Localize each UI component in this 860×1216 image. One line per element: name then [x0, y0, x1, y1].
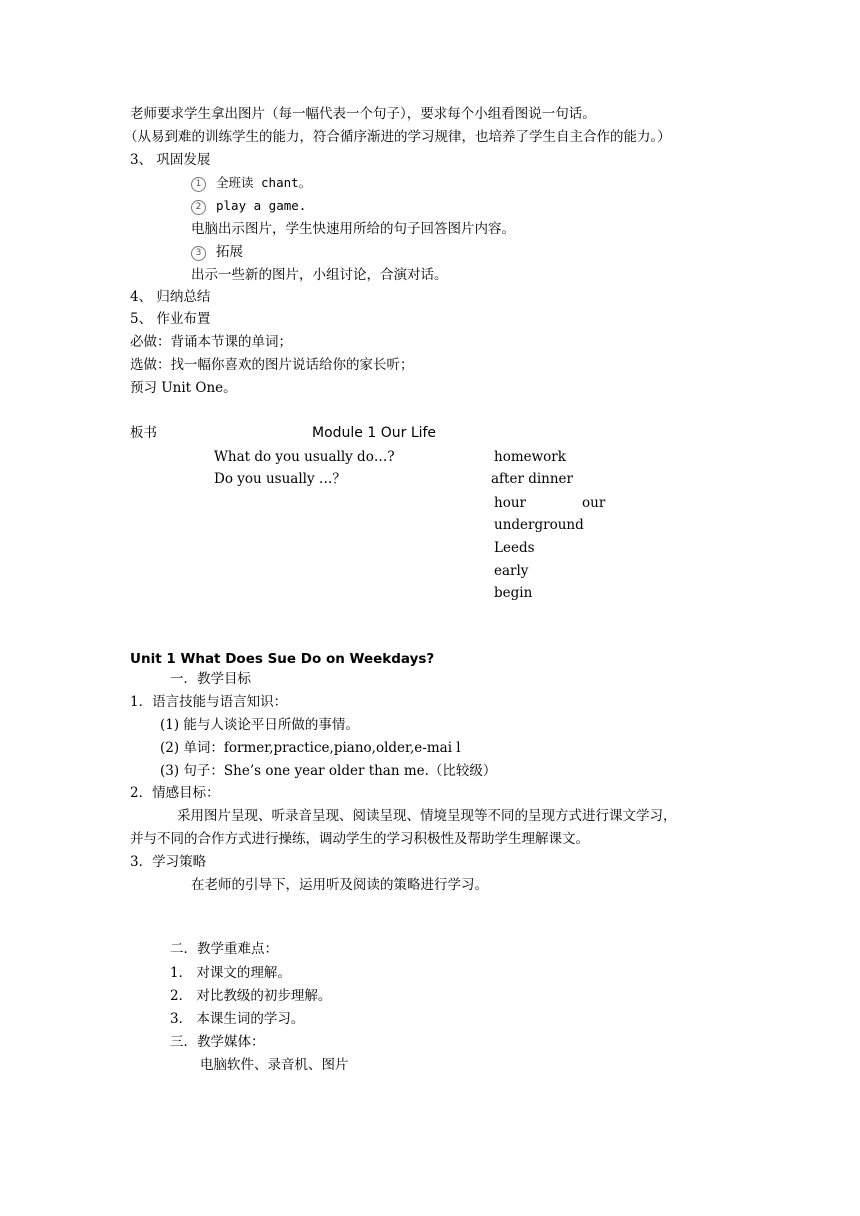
- board-question: What do you usually do…?: [214, 449, 395, 465]
- board-word: early: [494, 563, 529, 579]
- section-heading: 三．教学媒体：: [170, 1034, 265, 1050]
- board-word: hour: [494, 495, 526, 511]
- text-line: 电脑软件、录音机、图片: [200, 1057, 349, 1073]
- text-line: 3．学习策略: [130, 854, 207, 870]
- unit-title: Unit 1 What Does Sue Do on Weekdays?: [130, 651, 435, 667]
- text-line: 必做：背诵本节课的单词；: [130, 334, 292, 350]
- section-heading: 4、 归纳总结: [130, 289, 211, 305]
- text-line: 3． 本课生词的学习。: [170, 1011, 305, 1027]
- text-line: （从易到难的训练学生的能力，符合循序渐进的学习规律，也培养了学生自主合作的能力。）: [124, 129, 671, 145]
- text-line: 1． 对课文的理解。: [170, 965, 291, 981]
- board-word: Leeds: [494, 540, 535, 556]
- board-label: 板书: [130, 425, 157, 441]
- list-item: [191, 243, 243, 261]
- list-item-text: play a game.: [216, 198, 307, 213]
- list-item: [191, 174, 311, 192]
- text-line: 1．语言技能与语言知识：: [130, 694, 288, 710]
- board-word: our: [582, 495, 606, 511]
- text-line: 老师要求学生拿出图片（每一幅代表一个句子），要求每个小组看图说一句话。: [130, 106, 596, 122]
- board-word: begin: [494, 585, 533, 601]
- text-line: 2．情感目标：: [130, 785, 220, 801]
- list-item-text: 拓展: [216, 244, 243, 260]
- board-title: Module 1 Our Life: [312, 425, 437, 441]
- section-heading: 二．教学重难点：: [170, 941, 278, 957]
- text-line: 并与不同的合作方式进行操练，调动学生的学习积极性及帮助学生理解课文。: [130, 831, 589, 847]
- text-line: (2) 单词：former,practice,piano,older,e-mai l: [160, 740, 461, 756]
- board-word: after dinner: [491, 471, 573, 487]
- board-word: underground: [494, 517, 584, 533]
- board-question: Do you usually …？: [214, 471, 346, 487]
- text-line: 在老师的引导下，运用听及阅读的策略进行学习。: [191, 877, 488, 893]
- section-heading: 一．教学目标: [170, 671, 251, 687]
- text-line: 电脑出示图片，学生快速用所给的句子回答图片内容。: [191, 221, 515, 237]
- text-line: (1) 能与人谈论平日所做的事情。: [160, 717, 359, 733]
- section-heading: 3、 巩固发展: [130, 152, 211, 168]
- list-item: [191, 197, 306, 215]
- list-item-text: 全班读 chant。: [216, 175, 312, 190]
- text-line: 选做：找一幅你喜欢的图片说话给你的家长听；: [130, 357, 414, 373]
- circled-number: 3: [191, 246, 206, 261]
- text-line: 出示一些新的图片，小组讨论，合演对话。: [191, 267, 448, 283]
- text-line: (3) 句子：She’s one year older than me.（比较级）: [160, 763, 497, 779]
- board-word: homework: [494, 449, 566, 465]
- text-line: 采用图片呈现、听录音呈现、阅读呈现、情境呈现等不同的呈现方式进行课文学习，: [177, 808, 677, 824]
- circled-number: 1: [191, 177, 206, 192]
- section-heading: 5、 作业布置: [130, 311, 211, 327]
- circled-number: 2: [191, 200, 206, 215]
- text-line: 预习 Unit One。: [130, 380, 237, 396]
- text-line: 2． 对比教级的初步理解。: [170, 988, 332, 1004]
